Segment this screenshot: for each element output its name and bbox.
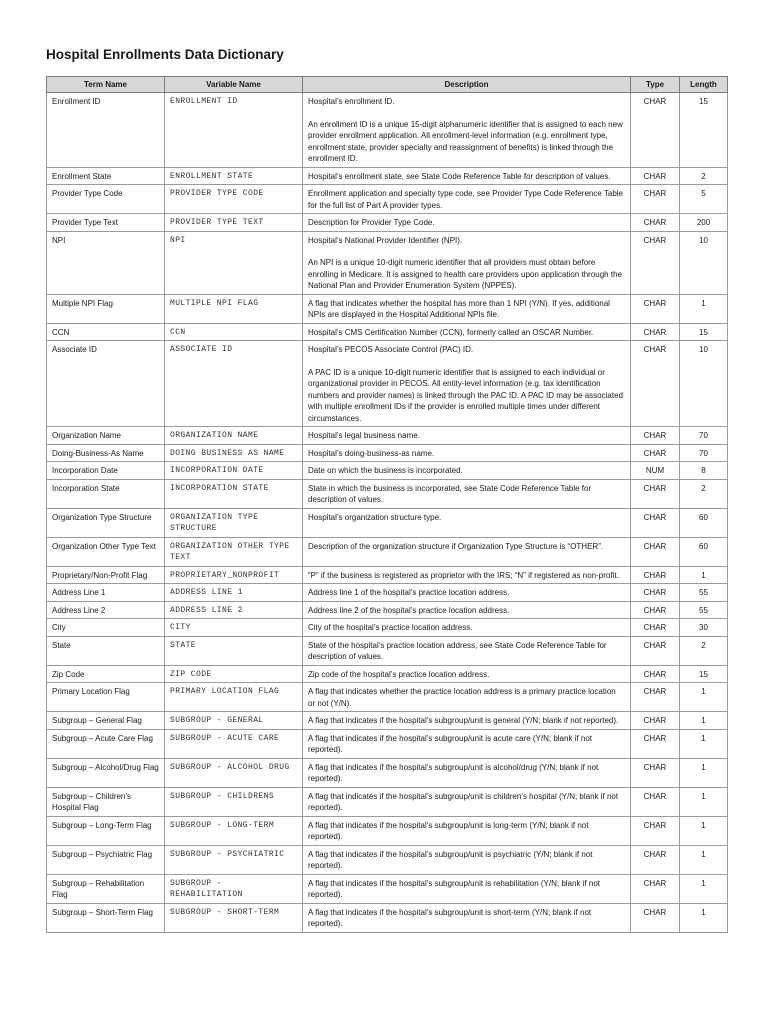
- description-text: Zip code of the hospital’s practice location address.: [308, 669, 490, 679]
- variable-name-cell: SUBGROUP - SHORT-TERM: [165, 903, 303, 932]
- term-name-cell: Doing-Business-As Name: [47, 444, 165, 462]
- type-cell: CHAR: [631, 479, 680, 508]
- type-cell: CHAR: [631, 665, 680, 683]
- term-name-cell: Provider Type Text: [47, 214, 165, 232]
- type-cell: CHAR: [631, 167, 680, 185]
- length-cell: 1: [680, 758, 728, 787]
- description-text: Hospital’s enrollment ID.: [308, 97, 395, 106]
- term-name-cell: NPI: [47, 231, 165, 294]
- variable-name-cell: CITY: [165, 619, 303, 637]
- length-cell: 60: [680, 537, 728, 566]
- description-text: A flag that indicates if the hospital’s subgroup/unit is alcohol/drug (Y/N; blank if not reported).: [308, 762, 599, 783]
- description-cell: [303, 479, 631, 508]
- table-row: [47, 323, 728, 341]
- description-cell: [303, 294, 631, 323]
- type-cell: CHAR: [631, 427, 680, 445]
- length-cell: 70: [680, 444, 728, 462]
- table-row: [47, 903, 728, 932]
- header-type: Type: [631, 77, 680, 93]
- variable-name-cell: ORGANIZATION TYPE STRUCTURE: [165, 508, 303, 537]
- description-text: Address line 2 of the hospital’s practice location address.: [308, 605, 510, 615]
- description-text: Date on which the business is incorporated.: [308, 466, 463, 475]
- description-text: A flag that indicates if the hospital’s subgroup/unit is psychiatric (Y/N; blank if not reported).: [308, 849, 593, 870]
- variable-name-cell: SUBGROUP - ALCOHOL DRUG: [165, 758, 303, 787]
- description-cell: [303, 427, 631, 445]
- description-cell: [303, 712, 631, 730]
- header-length: Length: [680, 77, 728, 93]
- term-name-cell: Address Line 1: [47, 584, 165, 602]
- description-text: Hospital’s organization structure type.: [308, 512, 442, 522]
- description-cell: [303, 167, 631, 185]
- description-cell: [303, 729, 631, 758]
- length-cell: 1: [680, 566, 728, 584]
- table-row: [47, 665, 728, 683]
- table-row: [47, 845, 728, 874]
- description-text: City of the hospital’s practice location address.: [308, 623, 473, 632]
- length-cell: 10: [680, 341, 728, 427]
- variable-name-cell: SUBGROUP - LONG-TERM: [165, 816, 303, 845]
- variable-name-cell: ENROLLMENT ID: [165, 93, 303, 168]
- term-name-cell: Proprietary/Non-Profit Flag: [47, 566, 165, 584]
- description-cell: [303, 683, 631, 712]
- variable-name-cell: PROVIDER TYPE TEXT: [165, 214, 303, 232]
- description-text: Hospital’s legal business name.: [308, 431, 420, 440]
- length-cell: 15: [680, 323, 728, 341]
- description-cell: [303, 787, 631, 816]
- table-row: [47, 444, 728, 462]
- table-row: [47, 214, 728, 232]
- description-cell: [303, 231, 631, 294]
- description-cell: [303, 537, 631, 566]
- description-cell: [303, 758, 631, 787]
- variable-name-cell: SUBGROUP - GENERAL: [165, 712, 303, 730]
- description-cell: [303, 665, 631, 683]
- variable-name-cell: PROVIDER TYPE CODE: [165, 185, 303, 214]
- description-text: Description of the organization structure if Organization Type Structure is “OTHER”.: [308, 541, 604, 551]
- description-cell: [303, 444, 631, 462]
- variable-name-cell: ASSOCIATE ID: [165, 341, 303, 427]
- type-cell: CHAR: [631, 537, 680, 566]
- description-text: Address line 1 of the hospital’s practice location address.: [308, 588, 510, 597]
- variable-name-cell: SUBGROUP - CHILDRENS: [165, 787, 303, 816]
- table-row: [47, 712, 728, 730]
- table-row: [47, 231, 728, 294]
- description-text: A flag that indicates if the hospital’s subgroup/unit is long-term (Y/N; blank if not reported).: [308, 820, 589, 841]
- description-cell: [303, 508, 631, 537]
- term-name-cell: City: [47, 619, 165, 637]
- type-cell: CHAR: [631, 584, 680, 602]
- length-cell: 1: [680, 816, 728, 845]
- type-cell: CHAR: [631, 787, 680, 816]
- table-row: [47, 341, 728, 427]
- header-variable-name: Variable Name: [165, 77, 303, 93]
- description-text: Hospital’s PECOS Associate Control (PAC) ID.: [308, 345, 474, 354]
- term-name-cell: Organization Other Type Text: [47, 537, 165, 566]
- variable-name-cell: PROPRIETARY_NONPROFIT: [165, 566, 303, 584]
- type-cell: CHAR: [631, 508, 680, 537]
- description-cell: [303, 185, 631, 214]
- description-cell: [303, 636, 631, 665]
- variable-name-cell: CCN: [165, 323, 303, 341]
- type-cell: CHAR: [631, 214, 680, 232]
- description-text: A flag that indicates whether the hospital has more than 1 NPI (Y/N). If yes, additional NPIs are displayed in the Hospital Additional NPIs file.: [308, 298, 610, 319]
- table-row: [47, 462, 728, 480]
- description-detail-text: An NPI is a unique 10-digit numeric identifier that all providers must obtain before enrolling in Medicare. It is assigned to health care providers upon application through the National Plan and Provider Enumeration System (NPPES).: [308, 258, 622, 290]
- description-text: Description for Provider Type Code.: [308, 218, 435, 227]
- variable-name-cell: ORGANIZATION NAME: [165, 427, 303, 445]
- description-cell: [303, 874, 631, 903]
- variable-name-cell: STATE: [165, 636, 303, 665]
- description-cell: [303, 845, 631, 874]
- table-row: [47, 479, 728, 508]
- table-row: [47, 758, 728, 787]
- variable-name-cell: DOING BUSINESS AS NAME: [165, 444, 303, 462]
- length-cell: 1: [680, 874, 728, 903]
- type-cell: NUM: [631, 462, 680, 480]
- description-cell: [303, 619, 631, 637]
- description-text: A flag that indicates whether the practice location address is a primary practice location or not (Y/N).: [308, 687, 616, 708]
- length-cell: 1: [680, 294, 728, 323]
- description-text: Hospital’s doing-business-as name.: [308, 448, 435, 458]
- type-cell: CHAR: [631, 758, 680, 787]
- length-cell: 15: [680, 93, 728, 168]
- description-cell: [303, 462, 631, 480]
- variable-name-cell: SUBGROUP - PSYCHIATRIC: [165, 845, 303, 874]
- term-name-cell: Subgroup – Acute Care Flag: [47, 729, 165, 758]
- description-text: Hospital’s CMS Certification Number (CCN), formerly called an OSCAR Number.: [308, 327, 594, 337]
- description-text: A flag that indicates if the hospital’s subgroup/unit is rehabilitation (Y/N; blank if not reported).: [308, 878, 601, 899]
- table-row: [47, 167, 728, 185]
- type-cell: CHAR: [631, 683, 680, 712]
- table-row: [47, 636, 728, 665]
- table-row: [47, 874, 728, 903]
- term-name-cell: Subgroup – Long-Term Flag: [47, 816, 165, 845]
- description-text: “P” if the business is registered as proprietor with the IRS; “N” if registered as non-profit.: [308, 570, 619, 580]
- description-cell: [303, 214, 631, 232]
- type-cell: CHAR: [631, 341, 680, 427]
- data-dictionary-table: [46, 76, 728, 933]
- description-text: Hospital’s National Provider Identifier (NPI).: [308, 235, 463, 245]
- term-name-cell: Subgroup – Children’s Hospital Flag: [47, 787, 165, 816]
- term-name-cell: Subgroup – Alcohol/Drug Flag: [47, 758, 165, 787]
- term-name-cell: Zip Code: [47, 665, 165, 683]
- description-text: Enrollment application and specialty type code, see Provider Type Code Reference Table for the full list of Part A provider types.: [308, 189, 624, 210]
- length-cell: 1: [680, 903, 728, 932]
- length-cell: 15: [680, 665, 728, 683]
- table-row: [47, 294, 728, 323]
- table-row: [47, 729, 728, 758]
- length-cell: 1: [680, 787, 728, 816]
- term-name-cell: Subgroup – Short-Term Flag: [47, 903, 165, 932]
- length-cell: 1: [680, 845, 728, 874]
- type-cell: CHAR: [631, 601, 680, 619]
- description-cell: [303, 816, 631, 845]
- variable-name-cell: ENROLLMENT STATE: [165, 167, 303, 185]
- length-cell: 10: [680, 231, 728, 294]
- type-cell: CHAR: [631, 874, 680, 903]
- length-cell: 55: [680, 584, 728, 602]
- term-name-cell: CCN: [47, 323, 165, 341]
- description-text: State of the hospital’s practice location address, see State Code Reference Table for description of values.: [308, 640, 607, 661]
- length-cell: 2: [680, 636, 728, 665]
- type-cell: CHAR: [631, 294, 680, 323]
- table-row: [47, 566, 728, 584]
- table-row: [47, 787, 728, 816]
- type-cell: CHAR: [631, 566, 680, 584]
- type-cell: CHAR: [631, 444, 680, 462]
- table-body: [47, 93, 728, 933]
- term-name-cell: Organization Type Structure: [47, 508, 165, 537]
- term-name-cell: Incorporation State: [47, 479, 165, 508]
- type-cell: CHAR: [631, 816, 680, 845]
- type-cell: CHAR: [631, 729, 680, 758]
- type-cell: CHAR: [631, 93, 680, 168]
- variable-name-cell: MULTIPLE NPI FLAG: [165, 294, 303, 323]
- type-cell: CHAR: [631, 712, 680, 730]
- description-cell: [303, 601, 631, 619]
- term-name-cell: Organization Name: [47, 427, 165, 445]
- variable-name-cell: NPI: [165, 231, 303, 294]
- length-cell: 2: [680, 479, 728, 508]
- variable-name-cell: SUBGROUP - REHABILITATION: [165, 874, 303, 903]
- variable-name-cell: INCORPORATION STATE: [165, 479, 303, 508]
- term-name-cell: Associate ID: [47, 341, 165, 427]
- term-name-cell: State: [47, 636, 165, 665]
- description-cell: [303, 341, 631, 427]
- term-name-cell: Provider Type Code: [47, 185, 165, 214]
- term-name-cell: Enrollment ID: [47, 93, 165, 168]
- length-cell: 200: [680, 214, 728, 232]
- length-cell: 5: [680, 185, 728, 214]
- type-cell: CHAR: [631, 185, 680, 214]
- term-name-cell: Enrollment State: [47, 167, 165, 185]
- variable-name-cell: PRIMARY LOCATION FLAG: [165, 683, 303, 712]
- variable-name-cell: ORGANIZATION OTHER TYPE TEXT: [165, 537, 303, 566]
- description-text: Hospital’s enrollment state, see State Code Reference Table for description of values.: [308, 171, 611, 181]
- description-cell: [303, 584, 631, 602]
- variable-name-cell: ADDRESS LINE 2: [165, 601, 303, 619]
- header-term-name: Term Name: [47, 77, 165, 93]
- length-cell: 30: [680, 619, 728, 637]
- length-cell: 8: [680, 462, 728, 480]
- term-name-cell: Incorporation Date: [47, 462, 165, 480]
- description-text: A flag that indicates if the hospital’s subgroup/unit is children’s hospital (Y/N; blank if not reported).: [308, 791, 619, 812]
- term-name-cell: Multiple NPI Flag: [47, 294, 165, 323]
- term-name-cell: Primary Location Flag: [47, 683, 165, 712]
- description-cell: [303, 323, 631, 341]
- variable-name-cell: SUBGROUP - ACUTE CARE: [165, 729, 303, 758]
- header-description: Description: [303, 77, 631, 93]
- type-cell: CHAR: [631, 231, 680, 294]
- table-row: [47, 601, 728, 619]
- length-cell: 60: [680, 508, 728, 537]
- table-row: [47, 683, 728, 712]
- description-text: State in which the business is incorporated, see State Code Reference Table for description of values.: [308, 483, 592, 504]
- length-cell: 55: [680, 601, 728, 619]
- type-cell: CHAR: [631, 845, 680, 874]
- description-text: A flag that indicates if the hospital’s subgroup/unit is general (Y/N; blank if not reported).: [308, 716, 619, 725]
- table-row: [47, 537, 728, 566]
- description-text: A flag that indicates if the hospital’s subgroup/unit is acute care (Y/N; blank if not reported).: [308, 733, 593, 754]
- table-row: [47, 816, 728, 845]
- length-cell: 1: [680, 683, 728, 712]
- table-row: [47, 427, 728, 445]
- type-cell: CHAR: [631, 323, 680, 341]
- variable-name-cell: ADDRESS LINE 1: [165, 584, 303, 602]
- table-row: [47, 508, 728, 537]
- term-name-cell: Subgroup – General Flag: [47, 712, 165, 730]
- description-cell: [303, 903, 631, 932]
- table-row: [47, 93, 728, 168]
- table-row: [47, 584, 728, 602]
- table-row: [47, 619, 728, 637]
- term-name-cell: Subgroup – Rehabilitation Flag: [47, 874, 165, 903]
- type-cell: CHAR: [631, 636, 680, 665]
- length-cell: 70: [680, 427, 728, 445]
- page-title: Hospital Enrollments Data Dictionary: [46, 47, 284, 62]
- description-text: A flag that indicates if the hospital’s subgroup/unit is short-term (Y/N; blank if not reported).: [308, 907, 592, 928]
- term-name-cell: Address Line 2: [47, 601, 165, 619]
- term-name-cell: Subgroup – Psychiatric Flag: [47, 845, 165, 874]
- description-detail-text: A PAC ID is a unique 10-digit numeric identifier that is assigned to each individual or organizational provider in PECOS. All entity-level information (e.g. tax identification numbers and provider names) is linked through the PAC ID. A PAC ID may be associated with multiple enrollment IDs if the provider is enrolled multiple times under different circumstances.: [308, 367, 623, 423]
- length-cell: 1: [680, 729, 728, 758]
- variable-name-cell: ZIP CODE: [165, 665, 303, 683]
- type-cell: CHAR: [631, 619, 680, 637]
- description-detail-text: An enrollment ID is a unique 15-digit alphanumeric identifier that is assigned to each new provider enrollment application. All enrollment-level information (e.g. enrollment type, enrollment state, provider specialty and reassignment of benefits) is linked through the enrollment ID.: [308, 119, 623, 163]
- table-header-row: [47, 77, 728, 93]
- description-cell: [303, 93, 631, 168]
- description-cell: [303, 566, 631, 584]
- length-cell: 2: [680, 167, 728, 185]
- table-row: [47, 185, 728, 214]
- variable-name-cell: INCORPORATION DATE: [165, 462, 303, 480]
- type-cell: CHAR: [631, 903, 680, 932]
- length-cell: 1: [680, 712, 728, 730]
